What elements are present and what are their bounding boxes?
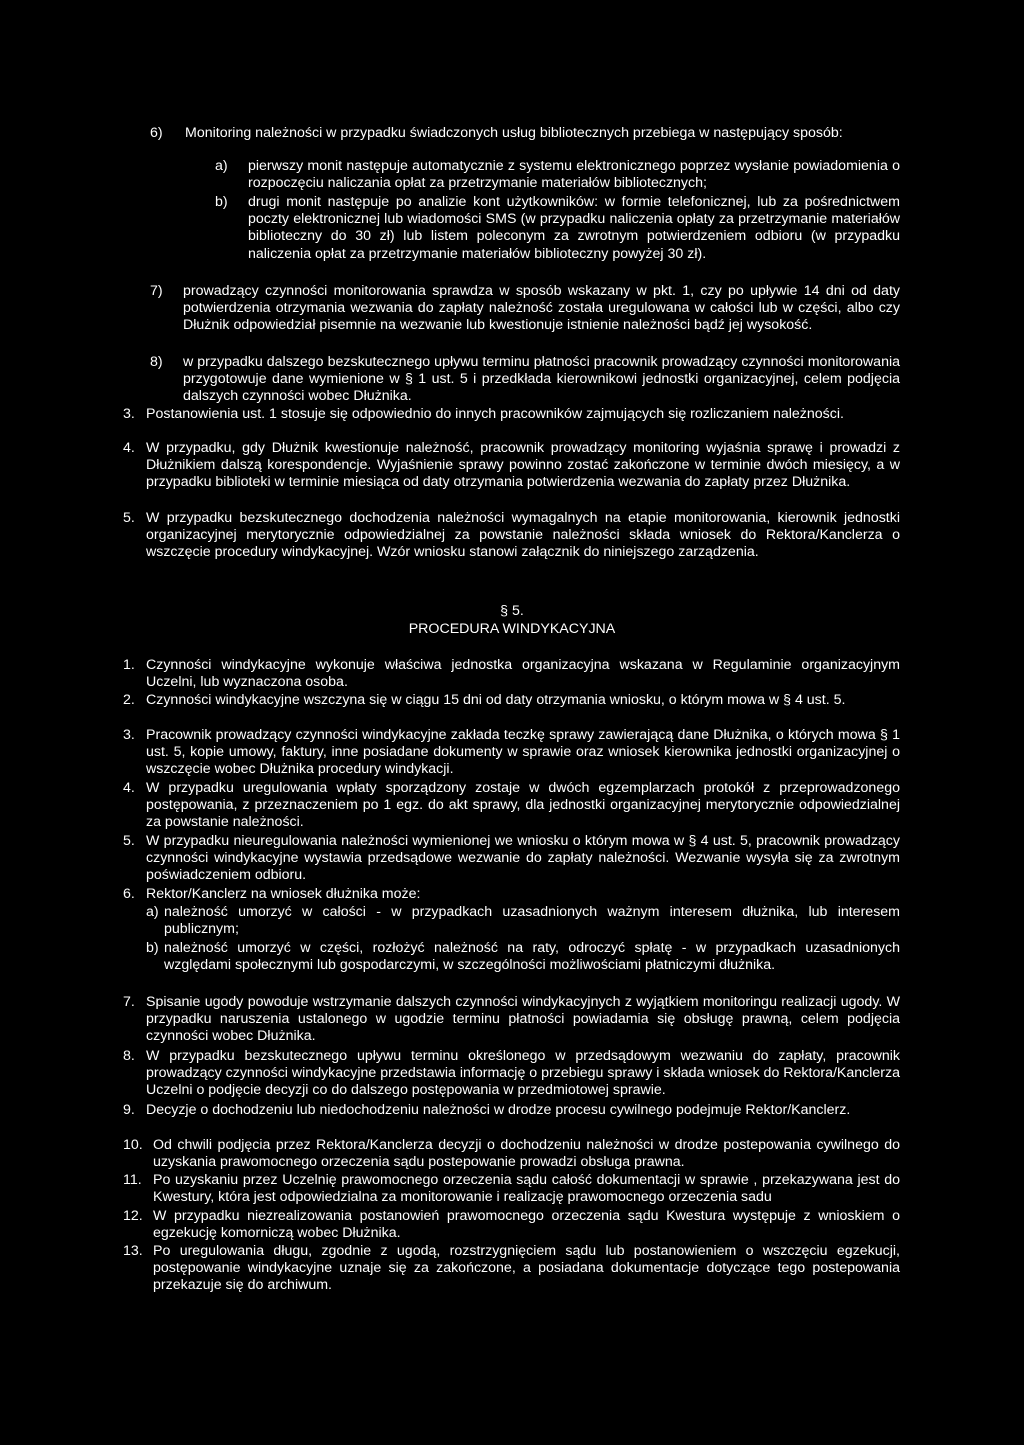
item-text: Czynności windykacyjne wykonuje właściwa jednostka organizacyjna wskazana w Regulaminie organizacyjnym Uczelni, lub wyznaczona osoba. — [146, 657, 900, 691]
item-text: drugi monit następuje po analizie kont użytkowników: w formie telefonicznej, lub za pośrednictwem poczty elektronicznej lub wiadomości SMS (w przypadku naliczenia opłaty za przetrzymanie materiałów biblioteczny do 30 zł) lub listem poleconym za zwrotnym potwierdzeniem odbioru (w przypadku naliczenia opłat za przetrzymanie materiałów biblioteczny powyżej 30 zł). — [248, 194, 900, 262]
section-sign: § 5. — [500, 603, 524, 619]
list-item-w8 — [123, 1048, 900, 1100]
item-text: Po uzyskaniu przez Uczelnię prawomocnego orzeczenia sądu całość dokumentacji w sprawie , przekazywana jest do Kwestury, która jest odpowiedzialna za monitorowanie i realizację prawomocnego orzeczenia sadu — [153, 1172, 900, 1206]
item-text: Od chwili podjęcia przez Rektora/Kanclerza decyzji o dochodzeniu należności w drodze postepowania cywilnego do uzyskania prawomocnego orzeczenia sądu postepowanie prowadzi obsługa prawna. — [153, 1137, 900, 1171]
item-number: 4. — [123, 440, 135, 456]
item-text: W przypadku, gdy Dłużnik kwestionuje należność, pracownik prowadzący monitoring wyjaśnia sprawę i prowadzi z Dłużnikiem dalszą korespondencje. Wyjaśnienie sprawy powinno zostać zakończone w terminie dwóch miesięcy, a w przypadku biblioteki w terminie miesiąca od daty otrzymania potwierdzenia wezwania do zapłaty przez Dłużnika. — [146, 440, 900, 491]
item-number: 9. — [123, 1102, 135, 1118]
list-item-w6a — [146, 904, 900, 938]
item-number: 6. — [123, 886, 135, 902]
item-number: 13. — [123, 1243, 143, 1259]
item-number: 7. — [123, 994, 135, 1010]
item-number: 11. — [123, 1172, 142, 1188]
item-text: Monitoring należności w przypadku świadczonych usług bibliotecznych przebiega w następujący sposób: — [185, 125, 843, 141]
item-text: W przypadku bezskutecznego dochodzenia należności wymagalnych na etapie monitorowania, kierownik jednostki organizacyjnej merytorycznie odpowiedzialnej za powstanie należności składa wniosek do Rektora/Kanclerza o wszczęcie procedury windykacyjnej. Wzór wniosku stanowi załącznik do niniejszego zarządzenia. — [146, 510, 900, 561]
item-number: 12. — [123, 1208, 143, 1224]
item-number: 6) — [150, 125, 163, 141]
list-item-w3 — [123, 727, 900, 779]
item-number: b) — [215, 194, 228, 210]
item-text: prowadzący czynności monitorowania sprawdza w sposób wskazany w pkt. 1, czy po upływie 14 dni od daty potwierdzenia otrzymania wezwania do zapłaty należność została uregulowana w całości lub w części, albo czy Dłużnik odpowiedział pisemnie na wezwanie lub kwestionuje istnienie należności bądź jej wysokość. — [183, 283, 900, 334]
list-item-w11 — [123, 1172, 900, 1206]
item-number: 1. — [123, 657, 135, 673]
list-item-7 — [150, 283, 900, 335]
list-item-w1 — [123, 657, 900, 691]
item-text: Rektor/Kanclerz na wniosek dłużnika może: — [146, 886, 421, 902]
item-text: W przypadku bezskutecznego upływu terminu określonego w przedsądowym wezwaniu do zapłaty, pracownik prowadzący czynności windykacyjne przedstawia informację o przebiegu sprawy i składa wniosek do Rektora/Kanclerza Uczelni o podjęcie decyzji co do dalszego postępowania w przedmiotowej sprawie. — [146, 1048, 900, 1099]
item-text: należność umorzyć w części, rozłożyć należność na raty, odroczyć spłatę - w przypadkach uzasadnionych względami społecznymi lub gospodarczymi, w szczególności możliwościami płatniczymi dłużnika. — [164, 940, 900, 974]
item-number: 2. — [123, 692, 135, 708]
item-number: 8. — [123, 1048, 135, 1064]
item-number: 8) — [150, 354, 163, 370]
list-item-6b — [215, 194, 900, 263]
list-item-4 — [123, 440, 900, 492]
item-text: W przypadku niezrealizowania postanowień prawomocnego orzeczenia sądu Kwestura występuje z wnioskiem o egzekucję komorniczą wobec Dłużnika. — [153, 1208, 900, 1242]
item-text: pierwszy monit następuje automatycznie z systemu elektronicznego poprzez wysłanie powiadomienia o rozpoczęciu naliczania opłat za przetrzymanie materiałów bibliotecznych; — [248, 158, 900, 192]
list-item-w13 — [123, 1243, 900, 1295]
item-number: b) — [146, 940, 159, 956]
item-number: 3. — [123, 727, 135, 743]
item-number: 5. — [123, 510, 135, 526]
item-text: w przypadku dalszego bezskutecznego upływu terminu płatności pracownik prowadzący czynności monitorowania przygotowuje dane wymienione w § 1 ust. 5 i przedkłada kierownikowi jednostki organizacyjnej, celem podjęcia dalszych czynności wobec Dłużnika. — [183, 354, 900, 405]
item-text: Czynności windykacyjne wszczyna się w ciągu 15 dni od daty otrzymania wniosku, o którym mowa w § 4 ust. 5. — [146, 692, 846, 708]
item-text: Decyzje o dochodzeniu lub niedochodzeniu należności w drodze procesu cywilnego podejmuje Rektor/Kanclerz. — [146, 1102, 851, 1118]
item-text: Pracownik prowadzący czynności windykacyjne zakłada teczkę sprawy zawierającą dane Dłużnika, o których mowa § 1 ust. 5, kopie umowy, faktury, inne posiadane dokumenty w sprawie oraz wniosek kierownika jednostki organizacyjnej o wszczęcie wobec Dłużnika procedury windykacji. — [146, 727, 900, 778]
item-number: a) — [146, 904, 159, 920]
item-text: W przypadku nieuregulowania należności wymienionej we wniosku o którym mowa w § 4 ust. 5, pracownik prowadzący czynności windykacyjne wystawia przedsądowe wezwanie do zapłaty należności. Wezwanie wysyła się za zwrotnym poświadczeniem odbioru. — [146, 833, 900, 884]
item-number: 7) — [150, 283, 163, 299]
item-text: Po uregulowania długu, zgodnie z ugodą, rozstrzygnięciem sądu lub postanowieniem o wszczęciu egzekucji, postępowanie windykacyjne uznaje się za zakończone, a posiadana dokumentacje dotyczące tego postepowania przekazuje się do archiwum. — [153, 1243, 900, 1294]
list-item-3 — [123, 406, 900, 423]
list-item-w12 — [123, 1208, 900, 1242]
list-item-w9 — [123, 1102, 900, 1119]
list-item-w7 — [123, 994, 900, 1046]
item-number: 4. — [123, 780, 135, 796]
item-number: 10. — [123, 1137, 143, 1153]
item-number: 3. — [123, 406, 135, 422]
list-item-5 — [123, 510, 900, 562]
list-item-6 — [150, 125, 900, 142]
list-item-w10 — [123, 1137, 900, 1171]
list-item-w5 — [123, 833, 900, 885]
list-item-w2 — [123, 692, 900, 709]
item-text: Postanowienia ust. 1 stosuje się odpowiednio do innych pracowników zajmujących się rozliczaniem należności. — [146, 406, 844, 422]
item-text: Spisanie ugody powoduje wstrzymanie dalszych czynności windykacyjnych z wyjątkiem monitoringu realizacji ugody. W przypadku naruszenia ustalonego w ugodzie terminu płatności powiadamia się obsługę prawną, celem podjęcia czynności wobec Dłużnika. — [146, 994, 900, 1045]
item-number: a) — [215, 158, 228, 174]
list-item-8 — [150, 354, 900, 406]
item-text: należność umorzyć w całości - w przypadkach uzasadnionych ważnym interesem dłużnika, lub interesem publicznym; — [164, 904, 900, 938]
list-item-w4 — [123, 780, 900, 832]
list-item-w6b — [146, 940, 900, 974]
list-item-w6 — [123, 886, 900, 903]
item-text: W przypadku uregulowania wpłaty sporządzony zostaje w dwóch egzemplarzach protokół z przeprowadzonego postępowania, z przeznaczeniem po 1 egz. do akt sprawy, dla jednostki organizacyjnej merytorycznie odpowiedzialnej za powstanie należności. — [146, 780, 900, 831]
item-number: 5. — [123, 833, 135, 849]
list-item-6a — [215, 158, 900, 192]
section-title: PROCEDURA WINDYKACYJNA — [408, 621, 616, 637]
